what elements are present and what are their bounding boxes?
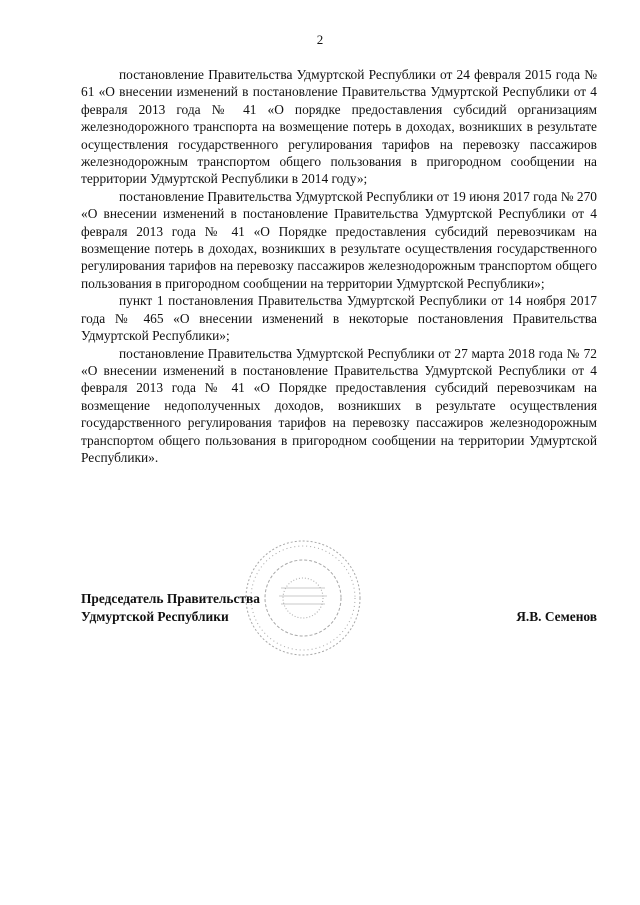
paragraph-resolution-2015: постановление Правительства Удмуртской Республики от 24 февраля 2015 года № 61 «О внесении изменений в постановление Правительства Удмуртской Республики от 4 февраля 2013 года № 41 «О порядке предоставления субсидий организациям железнодорожного транспорта на возмещение потерь в доходах, возникших в результате осуществления государственного регулирования тарифов на перевозку пассажиров железнодорожным транспортом общего пользования в пригородном сообщении на территории Удмуртской Республики в 2014 году»; [81, 67, 597, 187]
signatory-name: Я.В. Семенов [516, 609, 597, 624]
paragraph-clause-2017-november: пункт 1 постановления Правительства Удмуртской Республики от 14 ноября 2017 года № 465 «О внесении изменений в некоторые постановления Правительства Удмуртской Республики»; [81, 293, 597, 344]
paragraph-resolution-2018: постановление Правительства Удмуртской Республики от 27 марта 2018 года № 72 «О внесении изменений в постановление Правительства Удмуртской Республики от 4 февраля 2013 года № 41 «О Порядке предоставления субсидий перевозчикам на возмещение недополученных доходов, возникших в результате осуществления государственного регулирования тарифов на перевозку пассажиров железнодорожным транспортом общего пользования в пригородном сообщении на территории Удмуртской Республики». [81, 345, 597, 465]
signature-block [81, 590, 597, 630]
document-body [81, 66, 597, 466]
signatory-title: Председатель Правительства Удмуртской Республики [81, 591, 260, 624]
page-number: 2 [316, 32, 324, 47]
paragraph-resolution-2017-june: постановление Правительства Удмуртской Республики от 19 июня 2017 года № 270 «О внесении изменений в постановление Правительства Удмуртской Республики от 4 февраля 2013 года № 41 «О Порядке предоставления субсидий перевозчикам на возмещение потерь в доходах, возникших в результате осуществления государственного регулирования тарифов на перевозку пассажиров железнодорожным транспортом общего пользования в пригородном сообщении на территории Удмуртской Республики»; [81, 188, 597, 291]
